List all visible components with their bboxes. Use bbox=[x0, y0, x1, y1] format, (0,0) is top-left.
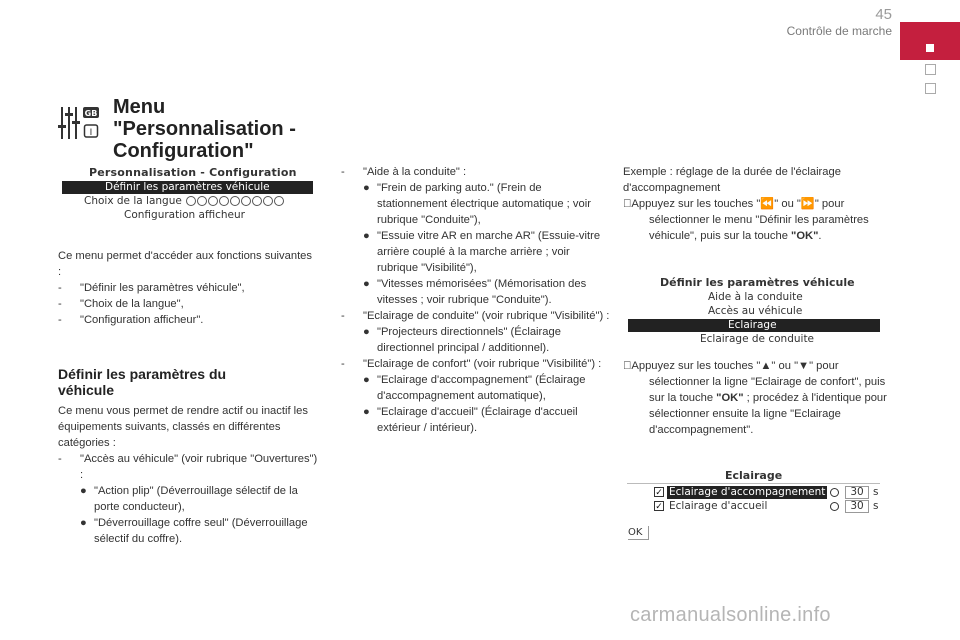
svg-text:I: I bbox=[89, 128, 93, 138]
screen-menu-title: Définir les paramètres véhicule bbox=[660, 276, 855, 289]
flag-icons bbox=[186, 195, 285, 207]
page-title: Menu "Personnalisation - Configuration" bbox=[113, 96, 296, 162]
checkbox-checked-icon: ✓ bbox=[655, 501, 663, 511]
feature-list: - "Aide à la conduite" : ● "Frein de parking auto." (Frein de stationnement électrique automatique ; voir rubrique "Conduite"), ● "Essuie vitre AR en marche AR" (Essuie-vitre arrière couplé à la marche arrière ; voir rubrique "Visibilité"), ● "Vitesses mémorisées" (Mémorisation des vitesses ; voir rubrique "Conduite"). - "Eclairage de conduite" (voir rubrique "Visibilité") : ● "Projecteurs directionnels" (Éclairage directionnel principal / additionnel). - "Eclairage de confort" (voir rubrique "Visibilité") : ● "Eclairage d'accompagnement" (Éclairage d'accompagnement automatique), ● "Eclairage d'accueil" (Éclairage d'accueil extérieur / intérieur). bbox=[341, 166, 610, 434]
section-name: Contrôle de marche bbox=[786, 24, 892, 38]
menu-settings-icon bbox=[58, 105, 104, 141]
screen-row-selected: Eclairage d'accompagnement bbox=[669, 486, 826, 498]
instruction-text: Appuyez sur les touches "▲" ou "▼" pour sélectionner la ligne "Eclairage de confort", puis sur la touche "OK" ; procédez à l'identique pour sélectionner ensuite la ligne "Eclairage d'accompagnement". bbox=[623, 360, 887, 436]
screen-menu-title: Personnalisation - Configuration bbox=[89, 166, 297, 179]
screen-menu-title: Eclairage bbox=[725, 469, 783, 482]
screen-menu-item-selected: Définir les paramètres véhicule bbox=[62, 181, 313, 194]
svg-text:GB: GB bbox=[84, 109, 98, 118]
screen-ok-button: OK bbox=[628, 526, 649, 540]
side-tab-box[interactable] bbox=[925, 64, 936, 75]
divider bbox=[627, 483, 880, 484]
screen-menu-item: Aide à la conduite bbox=[708, 291, 803, 303]
duration-value: 30 bbox=[845, 486, 869, 499]
unit-label: s bbox=[873, 486, 879, 498]
screen-menu-item: Eclairage de conduite bbox=[700, 333, 815, 345]
intro-text: Ce menu permet d'accéder aux fonctions suivantes : - "Définir les paramètres véhicule", - "Choix de la langue", - "Configuration afficheur". bbox=[58, 250, 312, 326]
duration-value: 30 bbox=[845, 500, 869, 513]
chapter-tab[interactable] bbox=[900, 22, 960, 60]
section-body: Ce menu vous permet de rendre actif ou inactif les équipements suivants, classés en différentes catégories : - "Accès au véhicule" (voir rubrique "Ouvertures") : ● "Action plip" (Déverrouillage sélectif de la porte conducteur), ● "Déverrouillage coffre seul" (Déverrouillage sélectif du coffre). bbox=[58, 405, 318, 545]
section-heading: Définir les paramètres du véhicule bbox=[58, 366, 227, 398]
clock-icon bbox=[830, 488, 839, 497]
screen-menu-item-selected: Eclairage bbox=[628, 319, 880, 332]
page-number: 45 bbox=[875, 6, 892, 23]
checkbox-checked-icon: ✓ bbox=[655, 487, 663, 497]
screen-row: Eclairage d'accueil bbox=[669, 500, 768, 512]
clock-icon bbox=[830, 502, 839, 511]
screen-menu-item-display: Configuration afficheur bbox=[124, 209, 245, 221]
side-tab-box[interactable] bbox=[925, 83, 936, 94]
unit-label: s bbox=[873, 500, 879, 512]
square-icon bbox=[926, 44, 934, 52]
screen-menu-item: Accès au véhicule bbox=[708, 305, 803, 317]
screen-menu-item-language: Choix de la langue bbox=[84, 195, 285, 207]
example-text: Exemple : réglage de la durée de l'éclairage d'accompagnement Appuyez sur les touches "⏪" ou "⏩" pour sélectionner le menu "Définir les paramètres véhicule", puis sur la touche "OK". bbox=[623, 166, 869, 242]
watermark: carmanualsonline.info bbox=[630, 604, 831, 626]
